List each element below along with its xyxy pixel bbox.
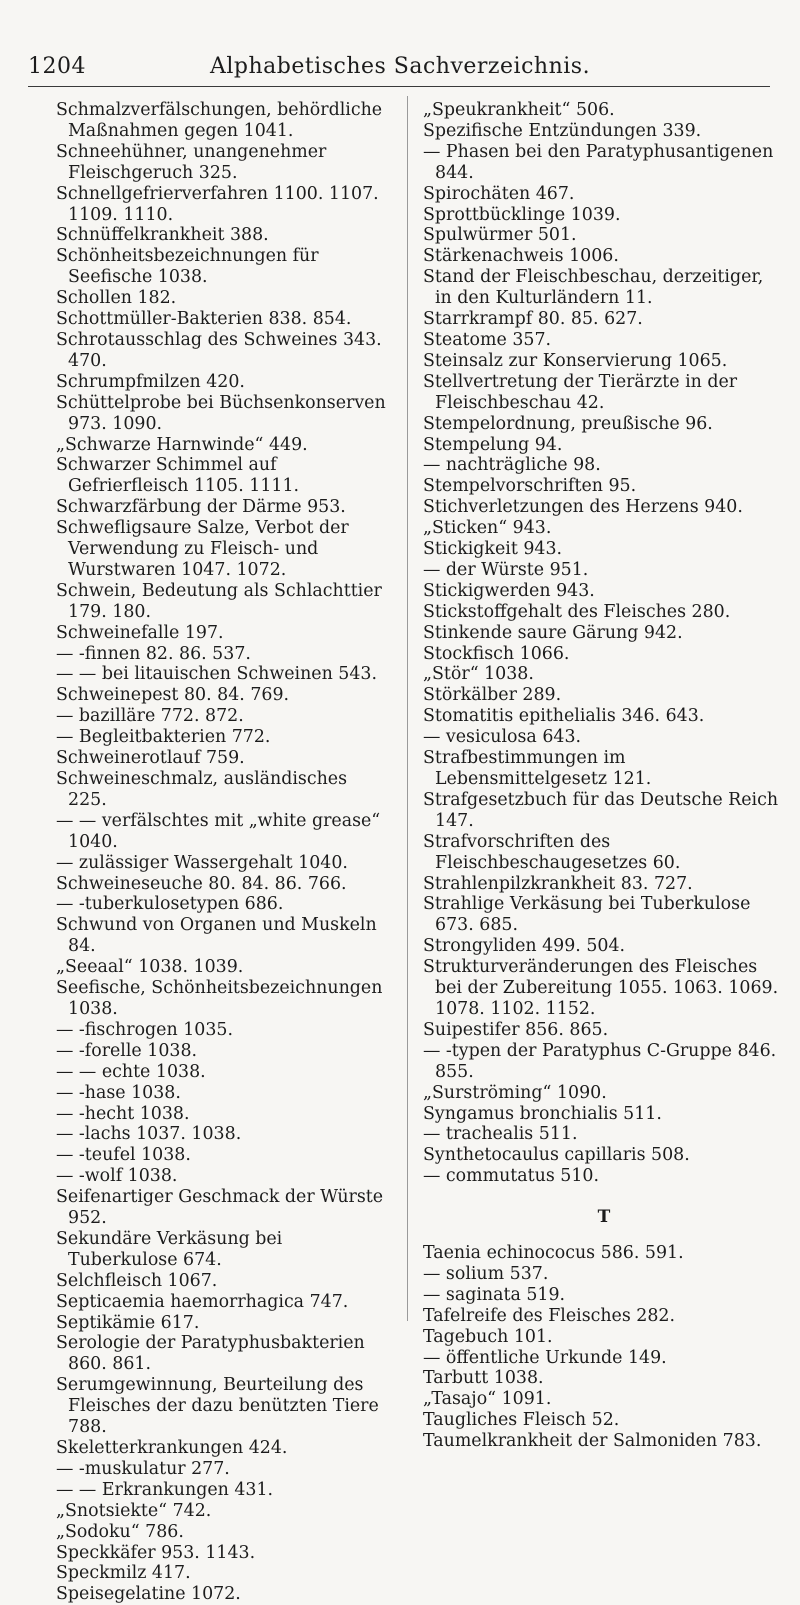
index-entry: Stickigkeit 943. (423, 539, 563, 560)
index-entry: Suipestifer 856. 865. (423, 1019, 609, 1040)
index-entry: — bazilläre 772. 872. (56, 706, 244, 727)
index-column-left (56, 100, 391, 1605)
index-entry: „Schwarze Harnwinde“ 449. (56, 434, 308, 455)
index-entry: — -teufel 1038. (56, 1145, 191, 1166)
index-entry: Strahlige Verkäsung bei Tuberkulose 673. 685. (423, 894, 751, 936)
index-entry: „Sticken“ 943. (423, 518, 552, 539)
index-entry: Schollen 182. (56, 288, 177, 309)
index-entry: Steatome 357. (423, 329, 552, 350)
index-entry: Septicaemia haemorrhagica 747. (56, 1291, 349, 1312)
index-entry: Selchfleisch 1067. (56, 1270, 218, 1291)
index-entry: Spezifische Entzündungen 339. (423, 120, 702, 141)
index-entry: — zulässiger Wassergehalt 1040. (56, 852, 348, 873)
index-entry: — -muskulatur 277. (56, 1458, 230, 1479)
index-entry: Tagebuch 101. (423, 1326, 553, 1347)
section-letter: T (597, 1207, 611, 1228)
index-entry: Schrotausschlag des Schweines 343. 470. (56, 329, 382, 371)
index-entry: Schwund von Organen und Muskeln 84. (56, 915, 377, 957)
index-entry: Stempelordnung, preußische 96. (423, 413, 713, 434)
index-entry: „Sodoku“ 786. (56, 1521, 184, 1542)
index-entry: Schweinerotlauf 759. (56, 748, 245, 769)
index-entry: „Tasajo“ 1091. (423, 1389, 552, 1410)
index-entry: Speisegelatine 1072. (56, 1584, 241, 1605)
index-entry: — commutatus 510. (423, 1166, 600, 1187)
index-entry: — -lachs 1037. 1038. (56, 1124, 242, 1145)
index-entry: Tafelreife des Fleisches 282. (423, 1305, 676, 1326)
index-entry: — -hecht 1038. (56, 1103, 190, 1124)
index-entry: Schweinepest 80. 84. 769. (56, 685, 290, 706)
index-entry: Schwein, Bedeutung als Schlachttier 179. 180. (56, 580, 382, 622)
index-entry: — -forelle 1038. (56, 1040, 198, 1061)
index-entry: Schmalzverfälschungen, behördliche Maßnahmen gegen 1041. (56, 100, 383, 141)
index-entry: Schweineschmalz, ausländisches 225. (56, 769, 347, 810)
index-entry: Stickigwerden 943. (423, 580, 595, 601)
index-entry: — Begleitbakterien 772. (56, 727, 271, 748)
index-entry: — — echte 1038. (56, 1061, 206, 1082)
index-entry: — Phasen bei den Paratyphusantigenen 844. (423, 141, 774, 183)
index-entry: Stand der Fleischbeschau, derzeitiger, in den Kulturländern 11. (423, 267, 764, 309)
index-entry: Schwarzer Schimmel auf Gefrierfleisch 1105. 1111. (56, 455, 300, 497)
index-entry: Strafbestimmungen im Lebensmittelgesetz 121. (423, 748, 652, 789)
index-entry: Schwarzfärbung der Därme 953. (56, 497, 346, 518)
index-entry: Sprottbücklinge 1039. (423, 204, 621, 225)
index-entry: — der Würste 951. (423, 559, 589, 580)
index-entry: Strukturveränderungen des Fleisches bei der Zubereitung 1055. 1063. 1069. 1078. 1102. 1152. (423, 957, 779, 1019)
index-entry: Stichverletzungen des Herzens 940. (423, 497, 743, 518)
index-column-right (423, 100, 785, 1452)
index-entry: Schweineseuche 80. 84. 86. 766. (56, 873, 347, 894)
index-entry: Tarbutt 1038. (423, 1368, 544, 1389)
index-entry: Stärkenachweis 1006. (423, 246, 619, 267)
index-entry: — öffentliche Urkunde 149. (423, 1347, 667, 1368)
index-entry: Taenia echinococus 586. 591. (423, 1243, 684, 1264)
index-entry: Seifenartiger Geschmack der Würste 952. (56, 1187, 384, 1229)
index-entry: Synthetocaulus capillaris 508. (423, 1145, 690, 1166)
index-entry: Syngamus bronchialis 511. (423, 1103, 662, 1124)
index-entry: Taumelkrankheit der Salmoniden 783. (423, 1431, 762, 1452)
index-entry: Starrkrampf 80. 85. 627. (423, 309, 643, 330)
index-entry: Stellvertretung der Tierärzte in der Fleischbeschau 42. (423, 371, 738, 413)
index-entry: „Speukrankheit“ 506. (423, 100, 615, 120)
index-entry: „Seeaal“ 1038. 1039. (56, 957, 244, 978)
index-entry: Septikämie 617. (56, 1312, 200, 1333)
index-entry: Schrumpfmilzen 420. (56, 371, 245, 392)
index-entry: Strafgesetzbuch für das Deutsche Reich 147. (423, 789, 779, 831)
column-divider (407, 96, 408, 1321)
index-entry: Steinsalz zur Konservierung 1065. (423, 350, 728, 371)
index-entry: Störkälber 289. (423, 685, 562, 706)
index-entry: Schweinefalle 197. (56, 622, 224, 643)
index-entry: — — Erkrankungen 431. (56, 1479, 274, 1500)
index-entry: — — bei litauischen Schweinen 543. (56, 664, 378, 685)
index-entry: — nachträgliche 98. (423, 455, 601, 476)
index-entry: — trachealis 511. (423, 1124, 578, 1145)
index-entry: Schönheitsbezeichnungen für Seefische 1038. (56, 246, 319, 288)
index-entry: Stempelung 94. (423, 434, 563, 455)
index-entry: — saginata 519. (423, 1284, 566, 1305)
index-entry: Stinkende saure Gärung 942. (423, 622, 683, 643)
index-entry: Schottmüller-Bakterien 838. 854. (56, 309, 352, 330)
index-entry: — -hase 1038. (56, 1082, 181, 1103)
index-entry: Spirochäten 467. (423, 183, 575, 204)
index-entry: Spulwürmer 501. (423, 225, 577, 246)
index-entry: — -wolf 1038. (56, 1166, 178, 1187)
index-entry: „Snotsiekte“ 742. (56, 1500, 212, 1521)
index-entry: Taugliches Fleisch 52. (423, 1410, 620, 1431)
page-number: 1204 (28, 54, 86, 79)
index-entry: Sekundäre Verkäsung bei Tuberkulose 674. (56, 1228, 283, 1270)
index-entry: Schwefligsaure Salze, Verbot der Verwendung zu Fleisch- und Wurstwaren 1047. 1072. (56, 518, 349, 580)
index-entry: — -tuberkulosetypen 686. (56, 894, 284, 915)
index-entry: Stempelvorschriften 95. (423, 476, 637, 497)
index-entry: Speckmilz 417. (56, 1563, 191, 1584)
index-entry: Schneehühner, unangenehmer Fleischgeruch 325. (56, 141, 327, 183)
index-entry: Skeletterkrankungen 424. (56, 1438, 288, 1458)
index-entry: — -finnen 82. 86. 537. (56, 643, 251, 664)
index-entry: Schüttelprobe bei Büchsenkonserven 973. 1090. (56, 392, 386, 434)
index-entry: — vesiculosa 643. (423, 727, 582, 748)
index-entry: Stomatitis epithelialis 346. 643. (423, 706, 705, 727)
index-entry: „Stör“ 1038. (423, 664, 534, 685)
index-entry: Schnüffelkrankheit 388. (56, 225, 269, 246)
index-entry: Speckkäfer 953. 1143. (56, 1542, 256, 1563)
index-entry: Schnellgefrierverfahren 1100. 1107. 1109. 1110. (56, 183, 379, 225)
index-entry: Serologie der Paratyphusbakterien 860. 861. (56, 1333, 365, 1375)
index-entry: — -fischrogen 1035. (56, 1019, 233, 1040)
index-entry: Serumgewinnung, Beurteilung des Fleisches der dazu benützten Tiere 788. (56, 1375, 379, 1438)
index-entry: Stockfisch 1066. (423, 643, 570, 664)
index-entry: Stickstoffgehalt des Fleisches 280. (423, 601, 731, 622)
index-entry: Strafvorschriften des Fleischbeschaugesetzes 60. (423, 831, 681, 873)
running-title: Alphabetisches Sachverzeichnis. (209, 54, 591, 79)
index-entry: „Surströming“ 1090. (423, 1082, 607, 1103)
index-entry: — solium 537. (423, 1263, 549, 1284)
index-entry: — -typen der Paratyphus C-Gruppe 846. 855. (423, 1040, 777, 1082)
header-rule (28, 86, 770, 87)
index-entry: — — verfälschtes mit „white grease“ 1040. (56, 810, 381, 852)
index-entry: Strongyliden 499. 504. (423, 936, 626, 957)
index-entry: Strahlenpilzkrankheit 83. 727. (423, 873, 693, 894)
page-header (0, 0, 800, 86)
index-entry: Seefische, Schönheitsbezeichnungen 1038. (56, 978, 383, 1019)
